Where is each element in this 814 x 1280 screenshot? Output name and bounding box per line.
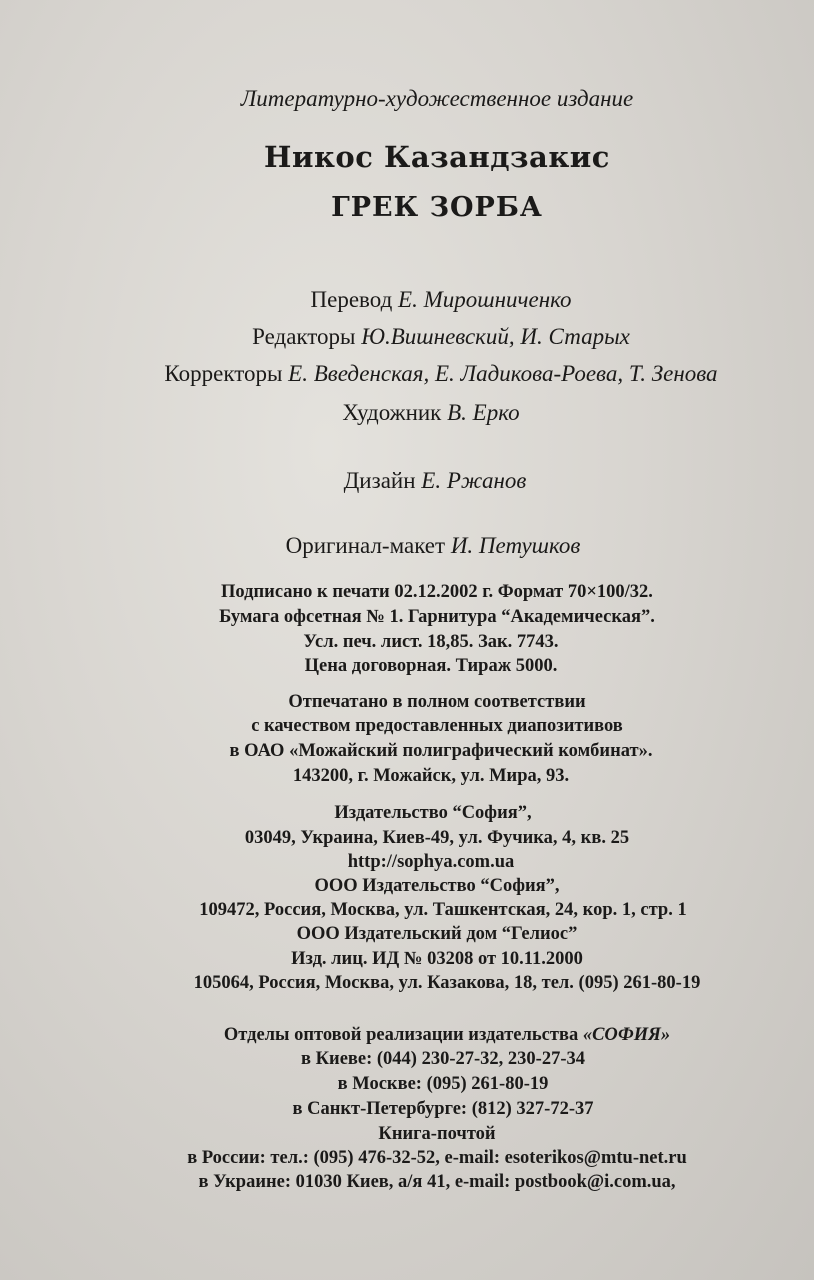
credit-role: Перевод <box>310 287 393 312</box>
print-spec-line: Бумага офсетная № 1. Гарнитура “Академическая”. <box>219 607 655 627</box>
credit-editors <box>34 324 814 350</box>
publisher-line: 03049, Украина, Киев-49, ул. Фучика, 4, кв. 25 <box>244 828 630 848</box>
publisher-line: ООО Издательство “София”, <box>314 876 560 896</box>
credit-person: И. Петушков <box>450 533 581 558</box>
print-spec-line: Усл. печ. лист. 18,85. Зак. 7743. <box>303 632 559 652</box>
credit-person: Е. Мирошниченко <box>398 287 572 312</box>
credit-role: Редакторы <box>252 324 356 349</box>
sales-heading-text: Отделы оптовой реализации издательства <box>223 1025 583 1045</box>
sales-line: в России: тел.: (095) 476-32-52, e-mail: esoterikos@mtu-net.ru <box>187 1148 687 1168</box>
sales-line: в Киеве: (044) 230-27-32, 230-27-34 <box>301 1049 585 1069</box>
credit-role: Художник <box>342 400 442 425</box>
credit-role: Дизайн <box>343 468 416 493</box>
printer-line: Отпечатано в полном соответствии <box>288 692 586 712</box>
credit-role: Оригинал-макет <box>285 533 446 558</box>
credit-artist <box>24 400 814 426</box>
sales-line: в Украине: 01030 Киев, а/я 41, e-mail: postbook@i.com.ua, <box>198 1172 676 1192</box>
credit-translator <box>34 287 814 313</box>
publisher-line: Издательство “София”, <box>334 803 532 823</box>
publisher-license: Изд. лиц. ИД № 03208 от 10.11.2000 <box>291 949 583 969</box>
sales-line: в Санкт-Петербурге: (812) 327-72-37 <box>292 1099 594 1119</box>
credit-design <box>28 468 814 494</box>
credit-proofreaders <box>34 361 814 387</box>
credit-person: Е. Введенская, Е. Ладикова-Роева, Т. Зенова <box>288 361 718 386</box>
publisher-line: 109472, Россия, Москва, ул. Ташкентская, 24, кор. 1, стр. 1 <box>199 900 687 920</box>
credit-person: В. Ерко <box>447 400 520 425</box>
author-name: Никос Казандзакис <box>264 140 610 174</box>
publisher-line: 105064, Россия, Москва, ул. Казакова, 18, тел. (095) 261-80-19 <box>193 973 701 993</box>
sales-line: в Москве: (095) 261-80-19 <box>337 1074 549 1094</box>
print-spec-line: Цена договорная. Тираж 5000. <box>304 656 558 676</box>
printer-line: в ОАО «Можайский полиграфический комбинат». <box>229 741 653 761</box>
credit-role: Корректоры <box>164 361 283 386</box>
print-spec-line: Подписано к печати 02.12.2002 г. Формат 70×100/32. <box>221 582 653 602</box>
credit-layout <box>26 533 814 559</box>
sales-heading-brand: «СОФИЯ» <box>582 1025 671 1045</box>
sales-subheading: Книга-почтой <box>378 1124 496 1144</box>
credit-person: Ю.Вишневский, И. Старых <box>361 324 630 349</box>
sales-heading <box>40 1025 814 1046</box>
printer-line: 143200, г. Можайск, ул. Мира, 93. <box>292 766 570 786</box>
series-label: Литературно-художественное издание <box>240 86 634 111</box>
publisher-url: http://sophya.com.ua <box>347 852 515 872</box>
publisher-line: ООО Издательский дом “Гелиос” <box>296 924 578 944</box>
book-title: ГРЕК ЗОРБА <box>331 192 543 223</box>
printer-line: с качеством предоставленных диапозитивов <box>251 716 623 736</box>
credit-person: Е. Ржанов <box>421 468 527 493</box>
